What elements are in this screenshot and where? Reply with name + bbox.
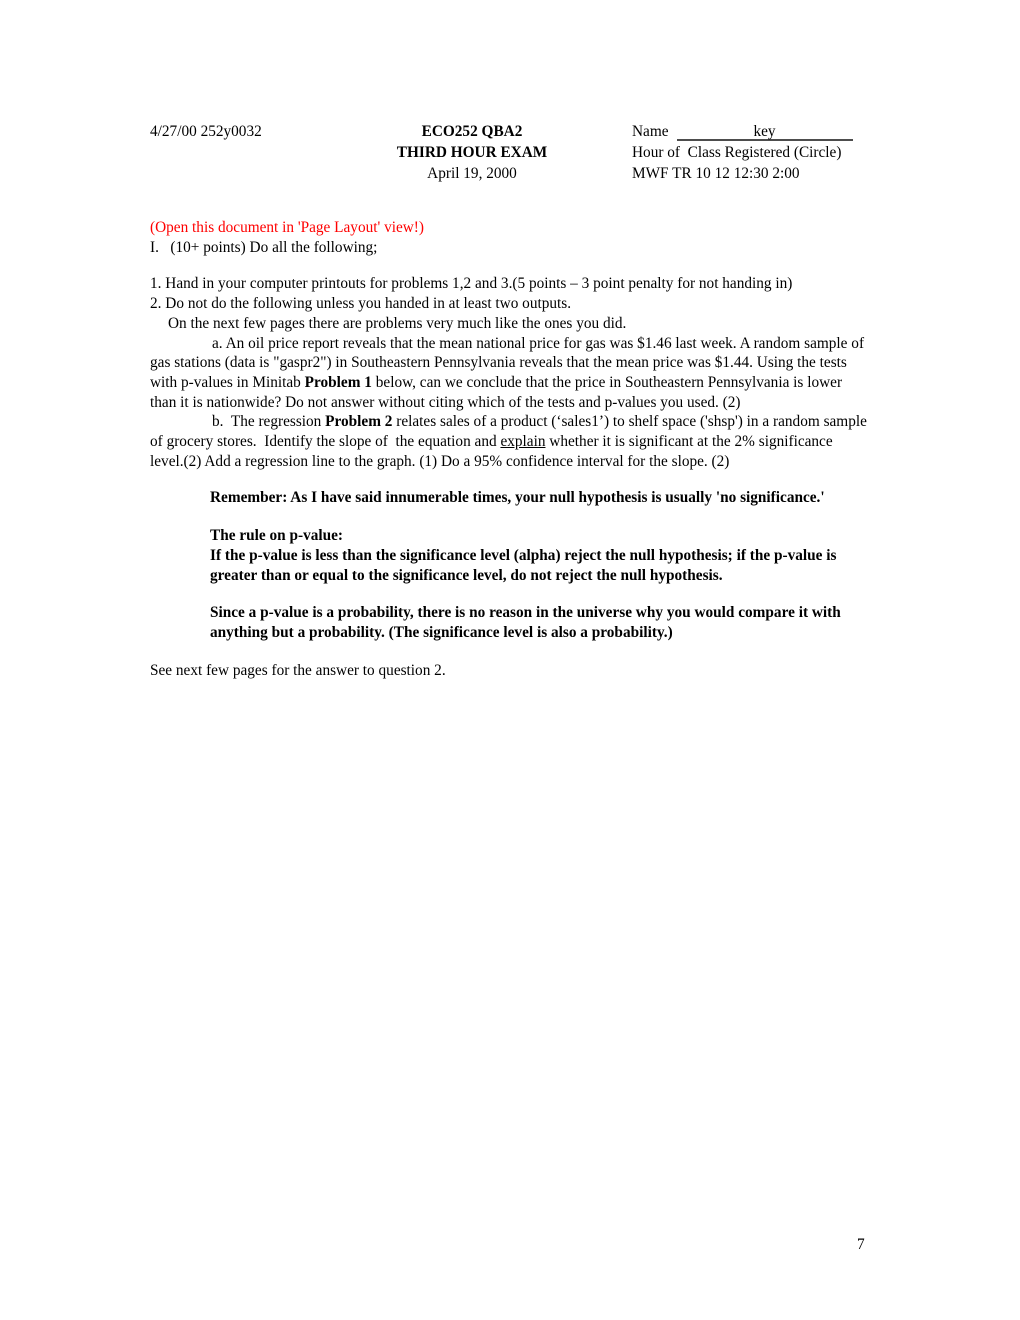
p-value-rule-text: If the p-value is less than the significance level (alpha) reject the null hypothesis; if the p-value is greater than or equal to the significance level, do not reject the null hypothesis. <box>210 546 837 584</box>
intro-line: On the next few pages there are problems very much like the ones you did. <box>168 314 627 332</box>
instruction-item-1: 1. Hand in your computer printouts for problems 1,2 and 3.(5 points – 3 point penalty for not handing in) <box>150 275 793 293</box>
question-a-text: a. An oil price report reveals that the mean national price for gas was $1.46 last week. A random sample of gas stations (data is "gaspr2") in Southeastern Pennsylvania reveals that the mean price was $1.44. Using the tests with p-values in Minitab <box>150 334 865 391</box>
course-code: ECO252 QBA2 <box>421 123 523 140</box>
question-a <box>150 334 867 413</box>
explain-emphasis: explain <box>500 433 546 451</box>
exam-date: April 19, 2000 <box>427 165 517 182</box>
class-times: MWF TR 10 12 12:30 2:00 <box>632 165 800 182</box>
hour-registered-label: Hour of Class Registered (Circle) <box>632 144 842 161</box>
see-next-pages-note: See next few pages for the answer to question 2. <box>150 661 446 679</box>
question-b <box>150 412 867 471</box>
document-id: 4/27/00 252y0032 <box>150 123 262 140</box>
page-content <box>150 121 867 680</box>
problem-2-ref: Problem 2 <box>325 413 393 431</box>
exam-title-block <box>312 121 632 184</box>
remember-paragraph: Remember: As I have said innumerable times, your null hypothesis is usually 'no significance.' <box>210 489 825 507</box>
name-value: key <box>753 123 776 140</box>
problem-1-ref: Problem 1 <box>304 373 372 391</box>
student-info-block <box>632 121 867 184</box>
probability-note: Since a p-value is a probability, there is no reason in the universe why you would compare it with anything but a probability. (The significance level is also a probability.) <box>210 604 841 641</box>
instructions-list <box>150 274 867 471</box>
section-heading: I. (10+ points) Do all the following; <box>150 238 378 256</box>
name-label: Name <box>632 123 669 140</box>
page-number: 7 <box>857 1236 865 1253</box>
question-b-text-end: whether it is significant at the 2% significance level.(2) Add a regression line to the graph. (1) Do a 95% confidence interval for the slope. (2) <box>150 433 833 470</box>
exam-header <box>150 121 867 184</box>
remember-block <box>210 488 865 642</box>
name-answer-field <box>677 124 853 141</box>
p-value-rule-title: The rule on p-value: <box>210 527 344 545</box>
name-line <box>632 121 867 142</box>
instruction-item-2: 2. Do not do the following unless you handed in at least two outputs. <box>150 295 572 313</box>
question-a-text-end: below, can we conclude that the price in Southeastern Pennsylvania is lower than it is nationwide? Do not answer without citing which of the tests and p-values you used. (2) <box>150 373 843 411</box>
exam-title: THIRD HOUR EXAM <box>396 144 548 161</box>
question-b-text-mid: relates sales of a product (‘sales1’) to shelf space ('shsp') in a random sample of grocery stores. Identify the slope of the equation and <box>150 413 867 451</box>
question-b-text: b. The regression <box>212 413 326 431</box>
page-layout-notice: (Open this document in 'Page Layout' view!) <box>150 219 424 236</box>
